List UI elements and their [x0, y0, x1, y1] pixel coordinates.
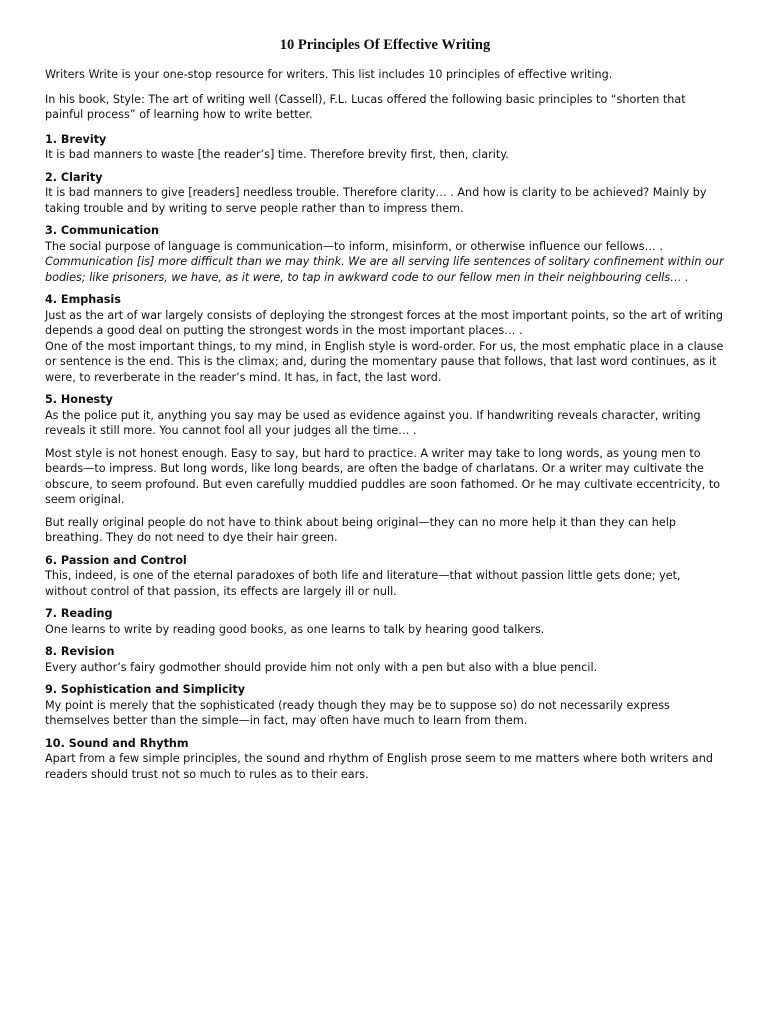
section-body: One learns to write by reading good books, as one learns to talk by hearing good talkers.	[45, 622, 545, 636]
intro-paragraph: Writers Write is your one-stop resource for writers. This list includes 10 principles of effective writing.	[45, 68, 613, 81]
section-body: Just as the art of war largely consists of deploying the strongest forces at the most important points, so the art of writing depends a good deal on putting the strongest words in the most important places… .	[45, 308, 724, 337]
section-body: But really original people do not have to think about being original—they can no more help it than they can help breathing. They do not need to dye their hair green.	[45, 515, 676, 544]
section-sophistication-and-simplicity	[45, 682, 725, 729]
section-sound-and-rhythm	[45, 736, 725, 783]
section-body: One of the most important things, to my mind, in English style is word-order. For us, the most emphatic place in a clause or sentence is the end. This is the climax; and, during the momentary pause that follows, that last word continues, as it were, to reverberate in the reader’s mind. It has, in fact, the last word.	[45, 339, 724, 384]
section-honesty	[45, 392, 725, 546]
section-passion-and-control	[45, 553, 725, 600]
intro-paragraph: In his book, Style: The art of writing well (Cassell), F.L. Lucas offered the following basic principles to “shorten that painful process” of learning how to write better.	[45, 92, 686, 121]
document-title: 10 Principles Of Effective Writing	[279, 37, 491, 53]
section-revision	[45, 644, 725, 675]
section-heading: 2. Clarity	[45, 170, 103, 184]
section-reading	[45, 606, 725, 637]
section-body: Most style is not honest enough. Easy to say, but hard to practice. A writer may take to long words, as young men to beards—to impress. But long words, like long beards, are often the badge of charlatans. Or a writer may cultivate the obscure, to seem profound. But even carefully muddied puddles are soon fathomed. Or he may cultivate eccentricity, to seem original.	[45, 446, 721, 506]
section-quote: Communication [is] more difficult than we may think. We are all serving life sentences of solitary confinement within our bodies; like prisoners, we have, as it were, to tap in awkward code to our fellow men in their neighbouring cells… .	[45, 255, 724, 284]
section-body: It is bad manners to give [readers] needless trouble. Therefore clarity… . And how is clarity to be achieved? Mainly by taking trouble and by writing to serve people rather than to impress them.	[45, 186, 707, 215]
section-heading: 9. Sophistication and Simplicity	[45, 683, 245, 696]
section-body: The social purpose of language is communication—to inform, misinform, or otherwise influence our fellows… .	[45, 239, 663, 253]
section-heading: 5. Honesty	[45, 393, 113, 406]
section-heading: 1. Brevity	[45, 132, 107, 146]
section-heading: 4. Emphasis	[45, 293, 121, 306]
section-heading: 3. Communication	[45, 224, 159, 237]
section-emphasis	[45, 292, 725, 385]
section-heading: 6. Passion and Control	[45, 553, 187, 567]
section-heading: 8. Revision	[45, 645, 115, 658]
section-body: This, indeed, is one of the eternal paradoxes of both life and literature—that without passion little gets done; yet, without control of that passion, its effects are largely ill or null.	[45, 569, 681, 598]
section-body: Every author’s fairy godmother should provide him not only with a pen but also with a blue pencil.	[45, 660, 598, 674]
section-communication	[45, 223, 725, 285]
document-page	[45, 36, 725, 789]
section-body: As the police put it, anything you say may be used as evidence against you. If handwriting reveals character, writing reveals it still more. You cannot fool all your judges all the time… .	[45, 408, 701, 437]
section-brevity	[45, 132, 725, 163]
section-body: Apart from a few simple principles, the sound and rhythm of English prose seem to me matters where both writers and readers should trust not so much to rules as to their ears.	[45, 752, 713, 781]
section-body: It is bad manners to waste [the reader’s] time. Therefore brevity first, then, clarity.	[45, 148, 509, 161]
section-heading: 10. Sound and Rhythm	[45, 736, 189, 750]
section-heading: 7. Reading	[45, 607, 113, 620]
section-clarity	[45, 170, 725, 217]
section-body: My point is merely that the sophisticated (ready though they may be to suppose so) do not necessarily express themselves better than the simple—in fact, may often have much to learn from them.	[45, 698, 670, 727]
